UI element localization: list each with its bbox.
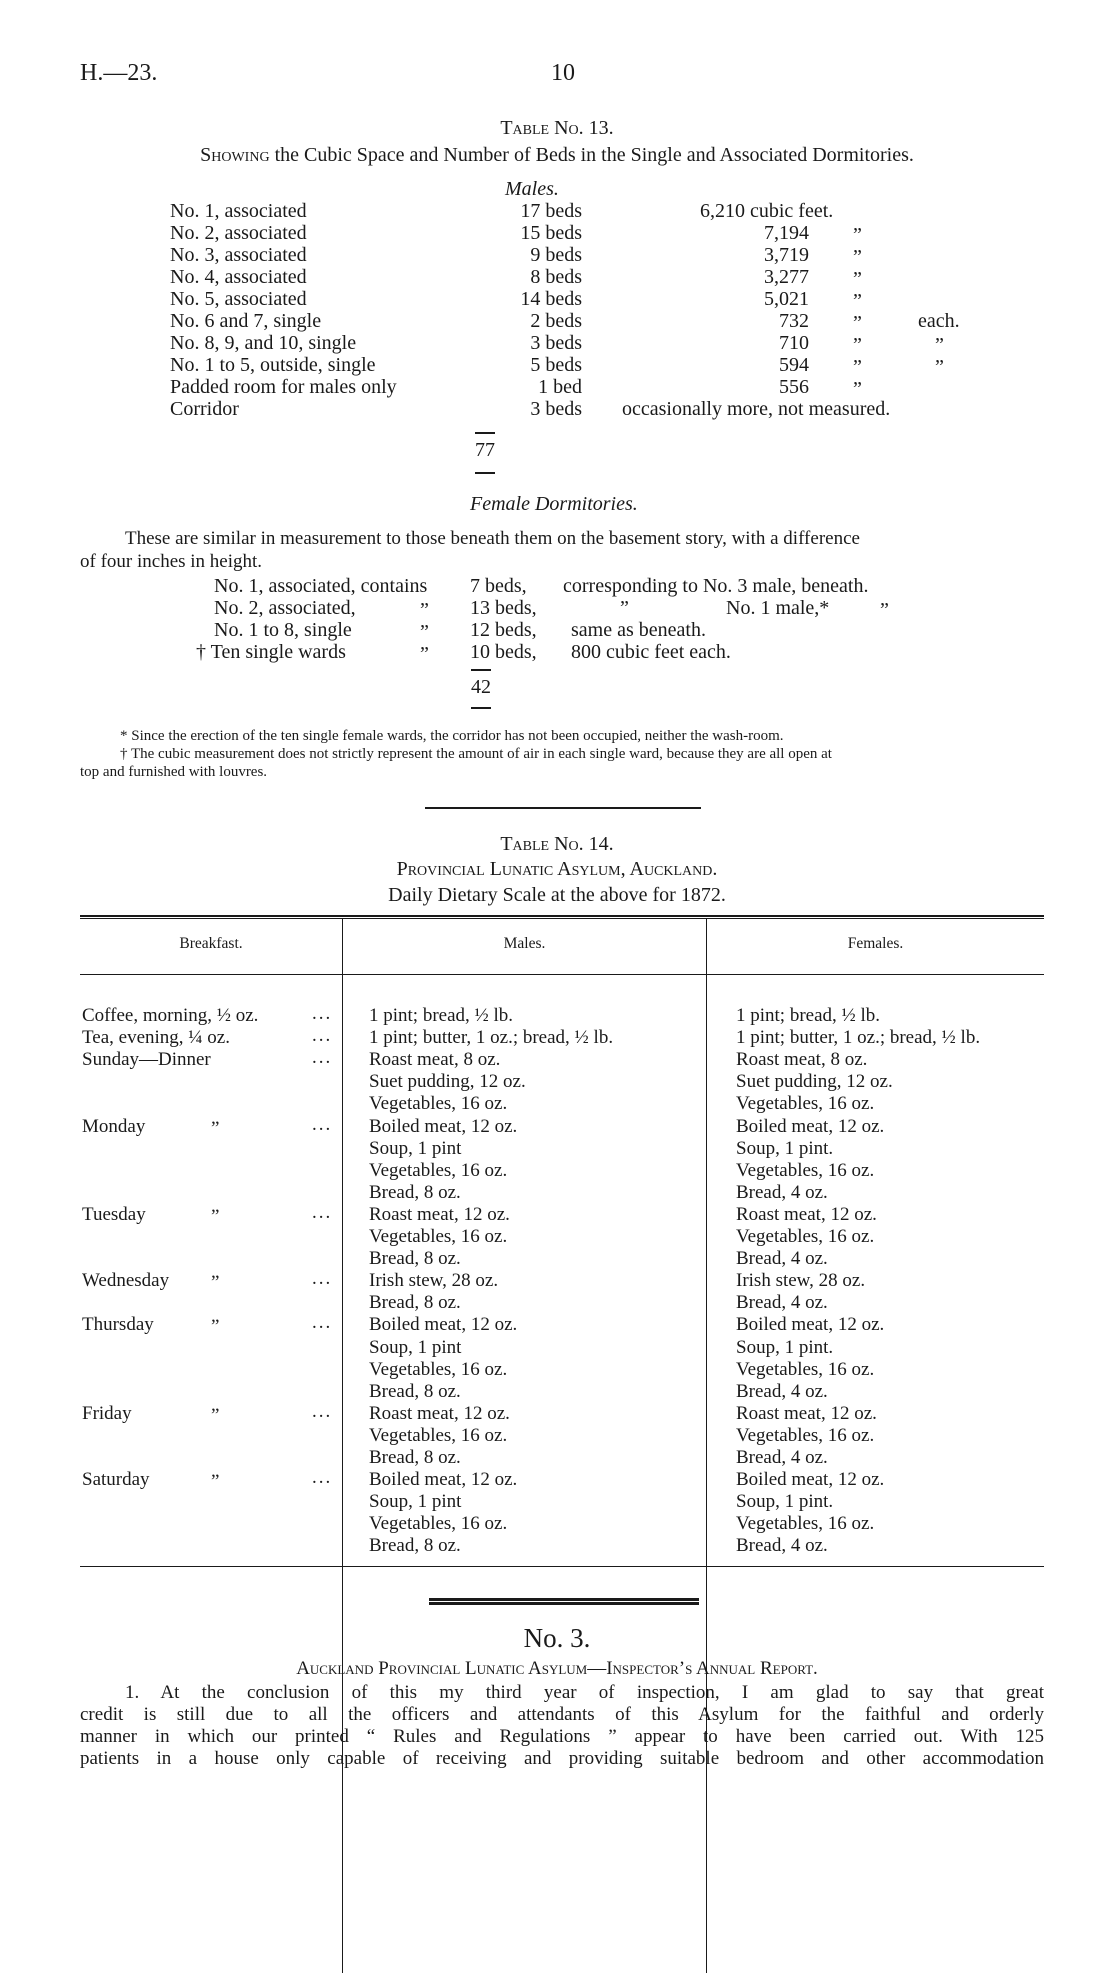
day-label: Saturday bbox=[82, 1469, 150, 1491]
female-dorm-desc: corresponding to No. 3 male, beneath. bbox=[563, 575, 869, 597]
section-divider bbox=[425, 807, 701, 809]
female-intro-line-2: of four inches in height. bbox=[80, 551, 263, 572]
female-dorm-beds: 12 beds, bbox=[470, 619, 537, 641]
paragraph-line: manner in which our printed “ Rules and Regulations ” appear to have been carried out. With 125 bbox=[80, 1726, 1044, 1747]
leader-dots: ... bbox=[312, 1467, 333, 1489]
ditto-mark: ” bbox=[853, 268, 862, 290]
thick-divider-1 bbox=[429, 1598, 699, 1601]
females-ration: Vegetables, 16 oz. bbox=[736, 1424, 875, 1446]
ditto-mark: ” bbox=[211, 1404, 220, 1426]
dormitory-beds: 14 beds bbox=[520, 288, 582, 310]
page-header-ref: H.—23. bbox=[80, 60, 158, 86]
female-dorm-beds: 7 beds, bbox=[470, 575, 527, 597]
males-ration: Bread, 8 oz. bbox=[369, 1447, 461, 1468]
ditto-mark: ” bbox=[853, 246, 862, 268]
ditto-mark: ” bbox=[211, 1117, 220, 1139]
males-ration: Bread, 8 oz. bbox=[369, 1248, 461, 1270]
header-males: Males. bbox=[503, 935, 546, 952]
males-ration: Vegetables, 16 oz. bbox=[369, 1513, 508, 1535]
females-ration: Vegetables, 16 oz. bbox=[736, 1358, 875, 1380]
leader-dots: ... bbox=[312, 1201, 333, 1223]
female-dorm-desc: ” bbox=[620, 597, 629, 619]
header-females: Females. bbox=[847, 935, 904, 952]
dormitory-beds: 3 beds bbox=[530, 332, 582, 354]
dormitory-name: Corridor bbox=[170, 398, 239, 420]
dormitory-space: occasionally more, not measured. bbox=[622, 398, 891, 420]
females-ration: Bread, 4 oz. bbox=[736, 1380, 828, 1402]
total-rule-top bbox=[475, 432, 495, 434]
day-label: Wednesday bbox=[82, 1270, 170, 1292]
females-ration: Soup, 1 pint. bbox=[736, 1491, 834, 1513]
males-ration: Soup, 1 pint bbox=[369, 1336, 462, 1358]
ditto-mark: ” bbox=[420, 599, 429, 621]
leader-dots: ... bbox=[312, 1268, 333, 1290]
females-ration: Vegetables, 16 oz. bbox=[736, 1093, 875, 1115]
female-dorm-desc: same as beneath. bbox=[571, 619, 706, 641]
dormitory-name: No. 6 and 7, single bbox=[170, 310, 322, 332]
table13-subtitle bbox=[0, 144, 1114, 166]
dormitory-beds: 8 beds bbox=[530, 266, 582, 288]
females-ration: Vegetables, 16 oz. bbox=[736, 1159, 875, 1181]
males-ration: Vegetables, 16 oz. bbox=[369, 1159, 508, 1181]
day-label: Monday bbox=[82, 1115, 146, 1137]
dormitory-name: No. 3, associated bbox=[170, 244, 307, 266]
females-ration: Soup, 1 pint. bbox=[736, 1137, 834, 1159]
dormitory-name: No. 1, associated bbox=[170, 200, 307, 222]
dormitory-space: 3,277 bbox=[764, 266, 809, 288]
each-label: each. bbox=[918, 310, 960, 332]
female-total-rule-bottom bbox=[471, 707, 491, 709]
dormitory-space: 556 bbox=[779, 376, 809, 398]
leader-dots: ... bbox=[312, 1400, 333, 1422]
each-label: ” bbox=[935, 356, 944, 378]
females-ration: Irish stew, 28 oz. bbox=[736, 1270, 866, 1292]
females-ration: Bread, 4 oz. bbox=[736, 1447, 828, 1468]
females-ration: Roast meat, 12 oz. bbox=[736, 1203, 877, 1225]
female-heading: Female Dormitories. bbox=[470, 493, 638, 515]
females-ration: Vegetables, 16 oz. bbox=[736, 1513, 875, 1535]
table13-title: Table No. 13. bbox=[500, 117, 614, 139]
dormitory-beds: 17 beds bbox=[520, 200, 582, 222]
paragraph-line: credit is still due to all the officers and attendants of this Asylum for the faithful and orderly bbox=[80, 1704, 1044, 1725]
males-ration: Boiled meat, 12 oz. bbox=[369, 1314, 518, 1336]
dormitory-beds: 5 beds bbox=[530, 354, 582, 376]
females-ration: Roast meat, 12 oz. bbox=[736, 1402, 877, 1424]
day-label: Coffee, morning, ½ oz. bbox=[82, 1005, 259, 1026]
males-heading: Males. bbox=[505, 178, 559, 200]
table13-subtitle-lead: Showing bbox=[200, 144, 270, 166]
females-ration: 1 pint; butter, 1 oz.; bread, ½ lb. bbox=[736, 1027, 981, 1049]
dormitory-beds: 2 beds bbox=[530, 310, 582, 332]
leader-dots: ... bbox=[312, 1312, 333, 1334]
thick-divider-2 bbox=[429, 1602, 699, 1605]
table14-col-divider-2 bbox=[706, 918, 707, 1973]
males-ration: Boiled meat, 12 oz. bbox=[369, 1115, 518, 1137]
males-ration: Irish stew, 28 oz. bbox=[369, 1270, 499, 1292]
males-ration: Bread, 8 oz. bbox=[369, 1535, 461, 1557]
day-label: Thursday bbox=[82, 1314, 154, 1336]
males-ration: Soup, 1 pint bbox=[369, 1491, 462, 1513]
day-label: Tea, evening, ¼ oz. bbox=[82, 1027, 230, 1049]
ditto-mark: ” bbox=[420, 621, 429, 643]
table14-top-rule bbox=[80, 915, 1044, 917]
males-ration: Bread, 8 oz. bbox=[369, 1292, 461, 1314]
female-dorm-name: No. 1, associated, contains bbox=[214, 575, 428, 597]
total-rule-bottom bbox=[475, 472, 495, 474]
females-ration: Vegetables, 16 oz. bbox=[736, 1226, 875, 1247]
females-ration: Soup, 1 pint. bbox=[736, 1336, 834, 1358]
dormitory-name: No. 1 to 5, outside, single bbox=[170, 354, 376, 376]
footnote-2a: † The cubic measurement does not strictly represent the amount of air in each single ward, because they are all open at bbox=[120, 746, 832, 762]
dormitory-space: 3,719 bbox=[764, 244, 809, 266]
section3-title: Auckland Provincial Lunatic Asylum—Inspector’s Annual Report. bbox=[296, 1658, 818, 1679]
males-ration: Roast meat, 12 oz. bbox=[369, 1402, 510, 1424]
females-ration: Bread, 4 oz. bbox=[736, 1181, 828, 1203]
dormitory-name: No. 4, associated bbox=[170, 266, 307, 288]
day-label: Tuesday bbox=[82, 1203, 146, 1225]
dormitory-beds: 9 beds bbox=[530, 244, 582, 266]
leader-dots: ... bbox=[312, 1047, 333, 1069]
males-ration: Soup, 1 pint bbox=[369, 1137, 462, 1159]
ditto-mark: ” bbox=[853, 356, 862, 378]
ditto-mark: ” bbox=[211, 1205, 220, 1227]
females-ration: Bread, 4 oz. bbox=[736, 1292, 828, 1314]
table14-title: Table No. 14. bbox=[500, 833, 614, 855]
table13-subtitle-rest: the Cubic Space and Number of Beds in the Single and Associated Dormitories. bbox=[274, 144, 914, 166]
header-breakfast: Breakfast. bbox=[179, 935, 243, 952]
table14-caption: Daily Dietary Scale at the above for 1872. bbox=[388, 884, 726, 906]
day-label: Friday bbox=[82, 1402, 132, 1424]
dormitory-name: No. 8, 9, and 10, single bbox=[170, 332, 357, 354]
females-ration: 1 pint; bread, ½ lb. bbox=[736, 1005, 881, 1026]
leader-dots: ... bbox=[312, 1003, 333, 1024]
table14-col-divider-1 bbox=[342, 918, 343, 1973]
ditto-mark: ” bbox=[853, 312, 862, 334]
males-ration: Vegetables, 16 oz. bbox=[369, 1424, 508, 1446]
total-females: 42 bbox=[471, 676, 491, 698]
males-ration: Bread, 8 oz. bbox=[369, 1380, 461, 1402]
males-ration: Roast meat, 12 oz. bbox=[369, 1203, 510, 1225]
female-dorm-beds: 13 beds, bbox=[470, 597, 537, 619]
total-males: 77 bbox=[475, 439, 495, 461]
dormitory-space: 594 bbox=[779, 354, 809, 376]
paragraph-line: 1. At the conclusion of this my third year of inspection, I am glad to say that great bbox=[125, 1682, 1044, 1703]
female-intro-line-1: These are similar in measurement to those beneath them on the basement story, with a difference bbox=[125, 528, 860, 549]
dormitory-name: No. 5, associated bbox=[170, 288, 307, 310]
females-ration: Bread, 4 oz. bbox=[736, 1248, 828, 1270]
ditto-mark: ” bbox=[211, 1471, 220, 1493]
females-ration: Suet pudding, 12 oz. bbox=[736, 1071, 893, 1093]
leader-dots: ... bbox=[312, 1113, 333, 1135]
males-ration: Roast meat, 8 oz. bbox=[369, 1049, 501, 1071]
paragraph-line: patients in a house only capable of receiving and providing suitable bedroom and other accommodation bbox=[80, 1748, 1044, 1769]
dormitory-beds: 1 bed bbox=[538, 376, 582, 398]
males-ration: Bread, 8 oz. bbox=[369, 1181, 461, 1203]
dormitory-beds: 3 beds bbox=[530, 398, 582, 420]
ditto-mark: ” bbox=[211, 1272, 220, 1294]
dormitory-space: 710 bbox=[779, 332, 809, 354]
page-number: 10 bbox=[551, 60, 575, 86]
dormitory-space: 6,210 cubic feet. bbox=[700, 200, 834, 222]
day-label: Sunday—Dinner bbox=[82, 1049, 211, 1071]
ditto-mark: ” bbox=[880, 599, 889, 621]
males-ration: Boiled meat, 12 oz. bbox=[369, 1469, 518, 1491]
leader-dots: ... bbox=[312, 1025, 333, 1047]
female-dorm-name: † Ten single wards bbox=[196, 641, 346, 663]
males-ration: 1 pint; bread, ½ lb. bbox=[369, 1005, 514, 1026]
table14-header-rule bbox=[80, 974, 1044, 975]
females-ration: Boiled meat, 12 oz. bbox=[736, 1314, 885, 1336]
table14-subtitle: Provincial Lunatic Asylum, Auckland. bbox=[396, 858, 718, 880]
females-ration: Boiled meat, 12 oz. bbox=[736, 1115, 885, 1137]
ditto-mark: ” bbox=[853, 290, 862, 312]
ditto-mark: ” bbox=[211, 1316, 220, 1338]
dormitory-beds: 15 beds bbox=[520, 222, 582, 244]
dormitory-name: No. 2, associated bbox=[170, 222, 307, 244]
males-ration: Vegetables, 16 oz. bbox=[369, 1358, 508, 1380]
males-ration: Vegetables, 16 oz. bbox=[369, 1226, 508, 1247]
dormitory-space: 7,194 bbox=[764, 222, 809, 244]
males-ration: Suet pudding, 12 oz. bbox=[369, 1071, 526, 1093]
female-total-rule-top bbox=[471, 669, 491, 671]
female-dorm-name: No. 2, associated, bbox=[214, 597, 356, 619]
female-dorm-beds: 10 beds, bbox=[470, 641, 537, 663]
table14-top-rule-2 bbox=[80, 918, 1044, 919]
each-label: ” bbox=[935, 334, 944, 356]
female-dorm-desc: 800 cubic feet each. bbox=[571, 641, 731, 663]
males-ration: Vegetables, 16 oz. bbox=[369, 1093, 508, 1115]
ditto-mark: ” bbox=[853, 334, 862, 356]
dormitory-name: Padded room for males only bbox=[170, 376, 397, 398]
table14-bottom-rule bbox=[80, 1566, 1044, 1567]
footnote-2b: top and furnished with louvres. bbox=[80, 764, 268, 780]
section3-number: No. 3. bbox=[523, 1623, 591, 1653]
ditto-mark: ” bbox=[420, 643, 429, 665]
dormitory-space: 732 bbox=[779, 310, 809, 332]
dormitory-space: 5,021 bbox=[764, 288, 809, 310]
females-ration: Roast meat, 8 oz. bbox=[736, 1049, 868, 1071]
female-dorm-extra: No. 1 male,* bbox=[726, 597, 830, 619]
female-dorm-name: No. 1 to 8, single bbox=[214, 619, 352, 641]
males-ration: 1 pint; butter, 1 oz.; bread, ½ lb. bbox=[369, 1027, 614, 1049]
females-ration: Boiled meat, 12 oz. bbox=[736, 1469, 885, 1491]
ditto-mark: ” bbox=[853, 378, 862, 400]
females-ration: Bread, 4 oz. bbox=[736, 1535, 828, 1557]
ditto-mark: ” bbox=[853, 224, 862, 246]
footnote-1: * Since the erection of the ten single female wards, the corridor has not been occupied, neither the wash-room. bbox=[120, 728, 784, 744]
